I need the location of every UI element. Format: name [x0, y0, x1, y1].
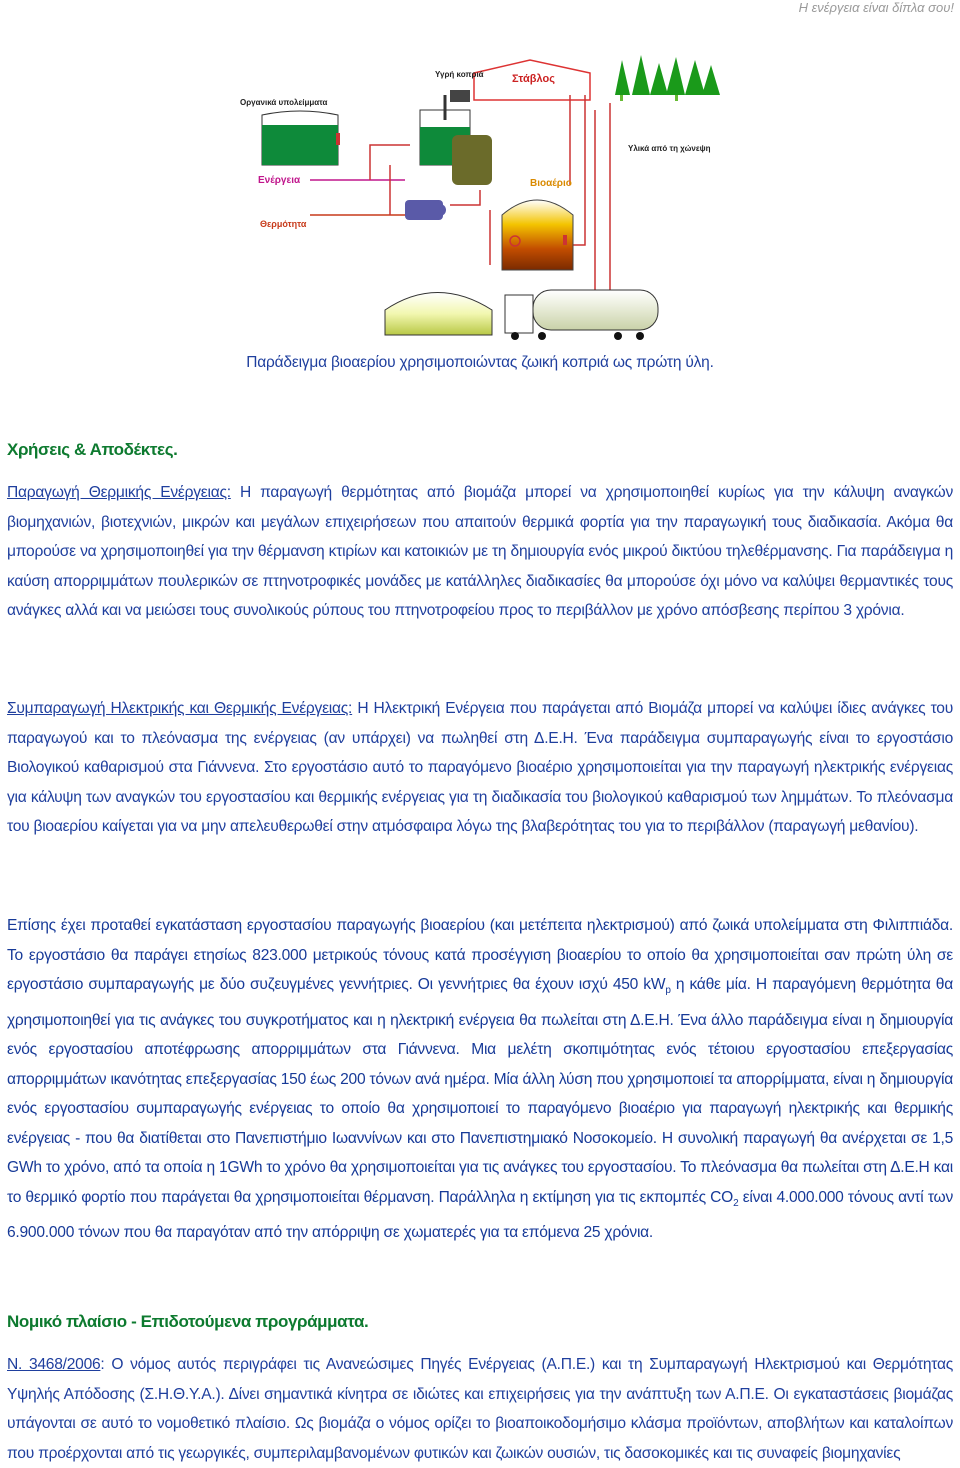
digester-tank: [502, 200, 573, 270]
label-biogas: Βιοαέριο: [530, 178, 572, 189]
label-composting-materials: Υλικά από τη χώνεψη: [628, 144, 711, 153]
label-heat: Θερμότητα: [260, 219, 307, 229]
paragraph-law-text: : Ο νόμος αυτός περιγράφει τις Ανανεώσιμες Πηγές Ενέργειας (Α.Π.Ε.) και τη Συμπαραγωγή Ηλεκτρισμού και Θερμότητας Υψηλής Απόδοσης (Σ.Η.Θ.Υ.Α.). Δίνει σημαντικά κίνητρα σε ιδιώτες και επιχειρήσεις για την ανάπτυξη των Α.Π.Ε. Οι εγκαταστάσεις βιομάζας υπάγονται σε αυτό το νομοθετικό πλαίσιο. Ως βιομάζα ο νόμος ορίζει το βιοαποικοδομήσιμο κλάσμα προϊόντων, αποβλήτων και καταλοίπων που προέρχονται από τις γεωργικές, συμπεριλαμβανομένων φυτικών και ζωικών ουσιών, τις δασοκομικές και τις συναφείς βιομηχανίες: [7, 1356, 953, 1462]
tanker-truck-icon: [505, 290, 658, 340]
label-energy: Ενέργεια: [258, 175, 301, 186]
green-silo: [452, 135, 492, 185]
link-thermal-energy[interactable]: Παραγωγή Θερμικής Ενέργειας:: [7, 484, 231, 501]
paragraph-cogeneration: [7, 694, 953, 842]
section-title-legal: Νομικό πλαίσιο - Επιδοτούμενα προγράμματα.: [7, 1312, 369, 1331]
subscript-p: p: [665, 985, 671, 997]
label-stable: Στάβλος: [512, 73, 555, 85]
trees-icon: [615, 55, 720, 101]
paragraph-examples-text-c: είναι 4.000.000 τόνους αντί των 6.900.000 τόνων που θα παραγόταν από την απόρριψη σε χωματερές για τα επόμενα 25 χρόνια.: [7, 1188, 954, 1242]
subscript-2: 2: [733, 1197, 739, 1209]
chp-engine: [405, 200, 446, 220]
paragraph-examples: [7, 911, 953, 1248]
diagram-caption: Παράδειγμα βιοαερίου χρησιμοποιώντας ζωική κοπριά ως πρώτη ύλη.: [246, 354, 714, 371]
paragraph-cogeneration-text: Η Ηλεκτρική Ενέργεια που παράγεται από Βιομάζα μπορεί να καλύψει ίδιες ανάγκες του παραγωγού και το πλεόνασμα της ενέργειας (αν υπάρχει) να πωληθεί στη Δ.Ε.Η. Ένα παράδειγμα συμπαραγωγής είναι το εργοστάσιο Βιολογικού καθαρισμού στα Γιάννενα. Στο εργοστάσιο αυτό το παραγόμενο βιοαέριο χρησιμοποιείται για την παραγωγή ηλεκτρικής ενέργειας για κάλυψη των αναγκών του εργοστασίου και θερμικής ενέργειας για τη διαδικασία του βιολογικού καθαρισμού των λημμάτων. Το πλεόνασμα του βιοαερίου καίγεται για να μην απελευθερωθεί στην ατμόσφαιρα λόγω της βλαβερότητας του για το περιβάλλον (παραγωγή μεθανίου).: [7, 700, 954, 835]
storage-tank: [385, 293, 492, 336]
paragraph-law: [7, 1350, 953, 1468]
label-liquid-manure: Υγρή κοπριά: [435, 70, 484, 79]
biogas-diagram: [230, 55, 730, 355]
paragraph-thermal-energy-text: Η παραγωγή θερμότητας από βιομάζα μπορεί να χρησιμοποιηθεί κυρίως για την κάλυψη αναγκών βιομηχανιών, βιοτεχνιών, μικρών και μεγάλων επιχειρήσεων που απαιτούν θερμικά φορτία για την παραγωγική τους διαδικασία. Ακόμα θα μπορούσε να χρησιμοποιηθεί για την θέρμανση κτιρίων και κατοικιών με τη δημιουργία ενός μικρού δικτύου τηλεθέρμανσης. Για παράδειγμα η καύση απορριμμάτων πουλερικών σε πτηνοτροφικές μονάδες με κατάλληλες διαδικασίες θα μπορούσε όχι μόνο να καλύψει θερμαντικές τους ανάγκες αλλά και να μειώσει τους συνολικούς ρύπους του πτηνοτροφείου προς το περιβάλλον με χρόνο απόσβεσης περίπου 3 χρόνια.: [7, 484, 954, 619]
paragraph-examples-text-a: Επίσης έχει προταθεί εγκατάσταση εργοστασίου παραγωγής βιοαερίου (και μετέπειτα ηλεκτρισμού) από ζωικά υπολείμματα στη Φιλιππιάδα. Το εργοστάσιο θα παράγει ετησίως 823.000 μετρικούς τόνους κατά προσέγγιση βιοαερίου το οποίο θα χρησιμοποιείται σαν πρώτη ύλη σε εργοστάσιο συμπαραγωγής με δύο συζευγμένες γεννήτριες. Οι γεννήτριες θα έχουν ισχύ 450 kW: [7, 917, 953, 993]
paragraph-thermal-energy: [7, 478, 953, 626]
section-title-uses: Χρήσεις & Αποδέκτες.: [7, 440, 178, 459]
paragraph-examples-text-b: η κάθε μία. Η παραγόμενη θερμότητα θα χρησιμοποιηθεί για τις ανάγκες του συγκροτήματος και η ηλεκτρική ενέργεια θα πωλείται στη Δ.Ε.Η. Ένα άλλο παράδειγμα είναι η δημιουργία ενός εργοστασίου αποτέφρωσης απορριμμάτων στα Γιάννενα. Μια μελέτη σκοπιμότητας ενός τέτοιου εργοστασίου επεξεργασίας απορριμμάτων ικανότητας επεξεργασίας 150 έως 200 τόνων ανά ημέρα. Μία άλλη λύση που χρησιμοποιεί τα απορρίμματα, είναι η δημιουργία ενός εργοστασίου συμπαραγωγής ενέργειας το οποίο θα χρησιμοποιεί το παραγόμενο βιοαέριο για παραγωγή ηλεκτρικής και θερμικής ενέργειας - που θα διατίθεται στο Πανεπιστήμιο Ιωαννίνων και στο Πανεπιστημιακό Νοσοκομείο. Η συνολική παραγωγή θα ανέρχεται σε 1,5 GWh το χρόνο, από τα οποία η 1GWh το χρόνο θα χρησιμοποιείται για τις ανάγκες του εργοστασίου. Το πλεόνασμα θα πωλείται στη Δ.Ε.Η και το θερμικό φορτίο που παράγεται θα χρησιμοποιείται θέρμανση. Παράλληλα η εκτίμηση για τις εκπομπές CO: [7, 976, 953, 1206]
organic-waste-tank: [262, 111, 340, 165]
site-slogan: Η ενέργεια είναι δίπλα σου!: [798, 0, 954, 15]
link-cogeneration[interactable]: Συμπαραγωγή Ηλεκτρικής και Θερμικής Ενέργειας:: [7, 700, 353, 717]
label-organic-waste: Οργανικά υπολείμματα: [240, 98, 328, 107]
link-law-3468[interactable]: Ν. 3468/2006: [7, 1356, 101, 1373]
